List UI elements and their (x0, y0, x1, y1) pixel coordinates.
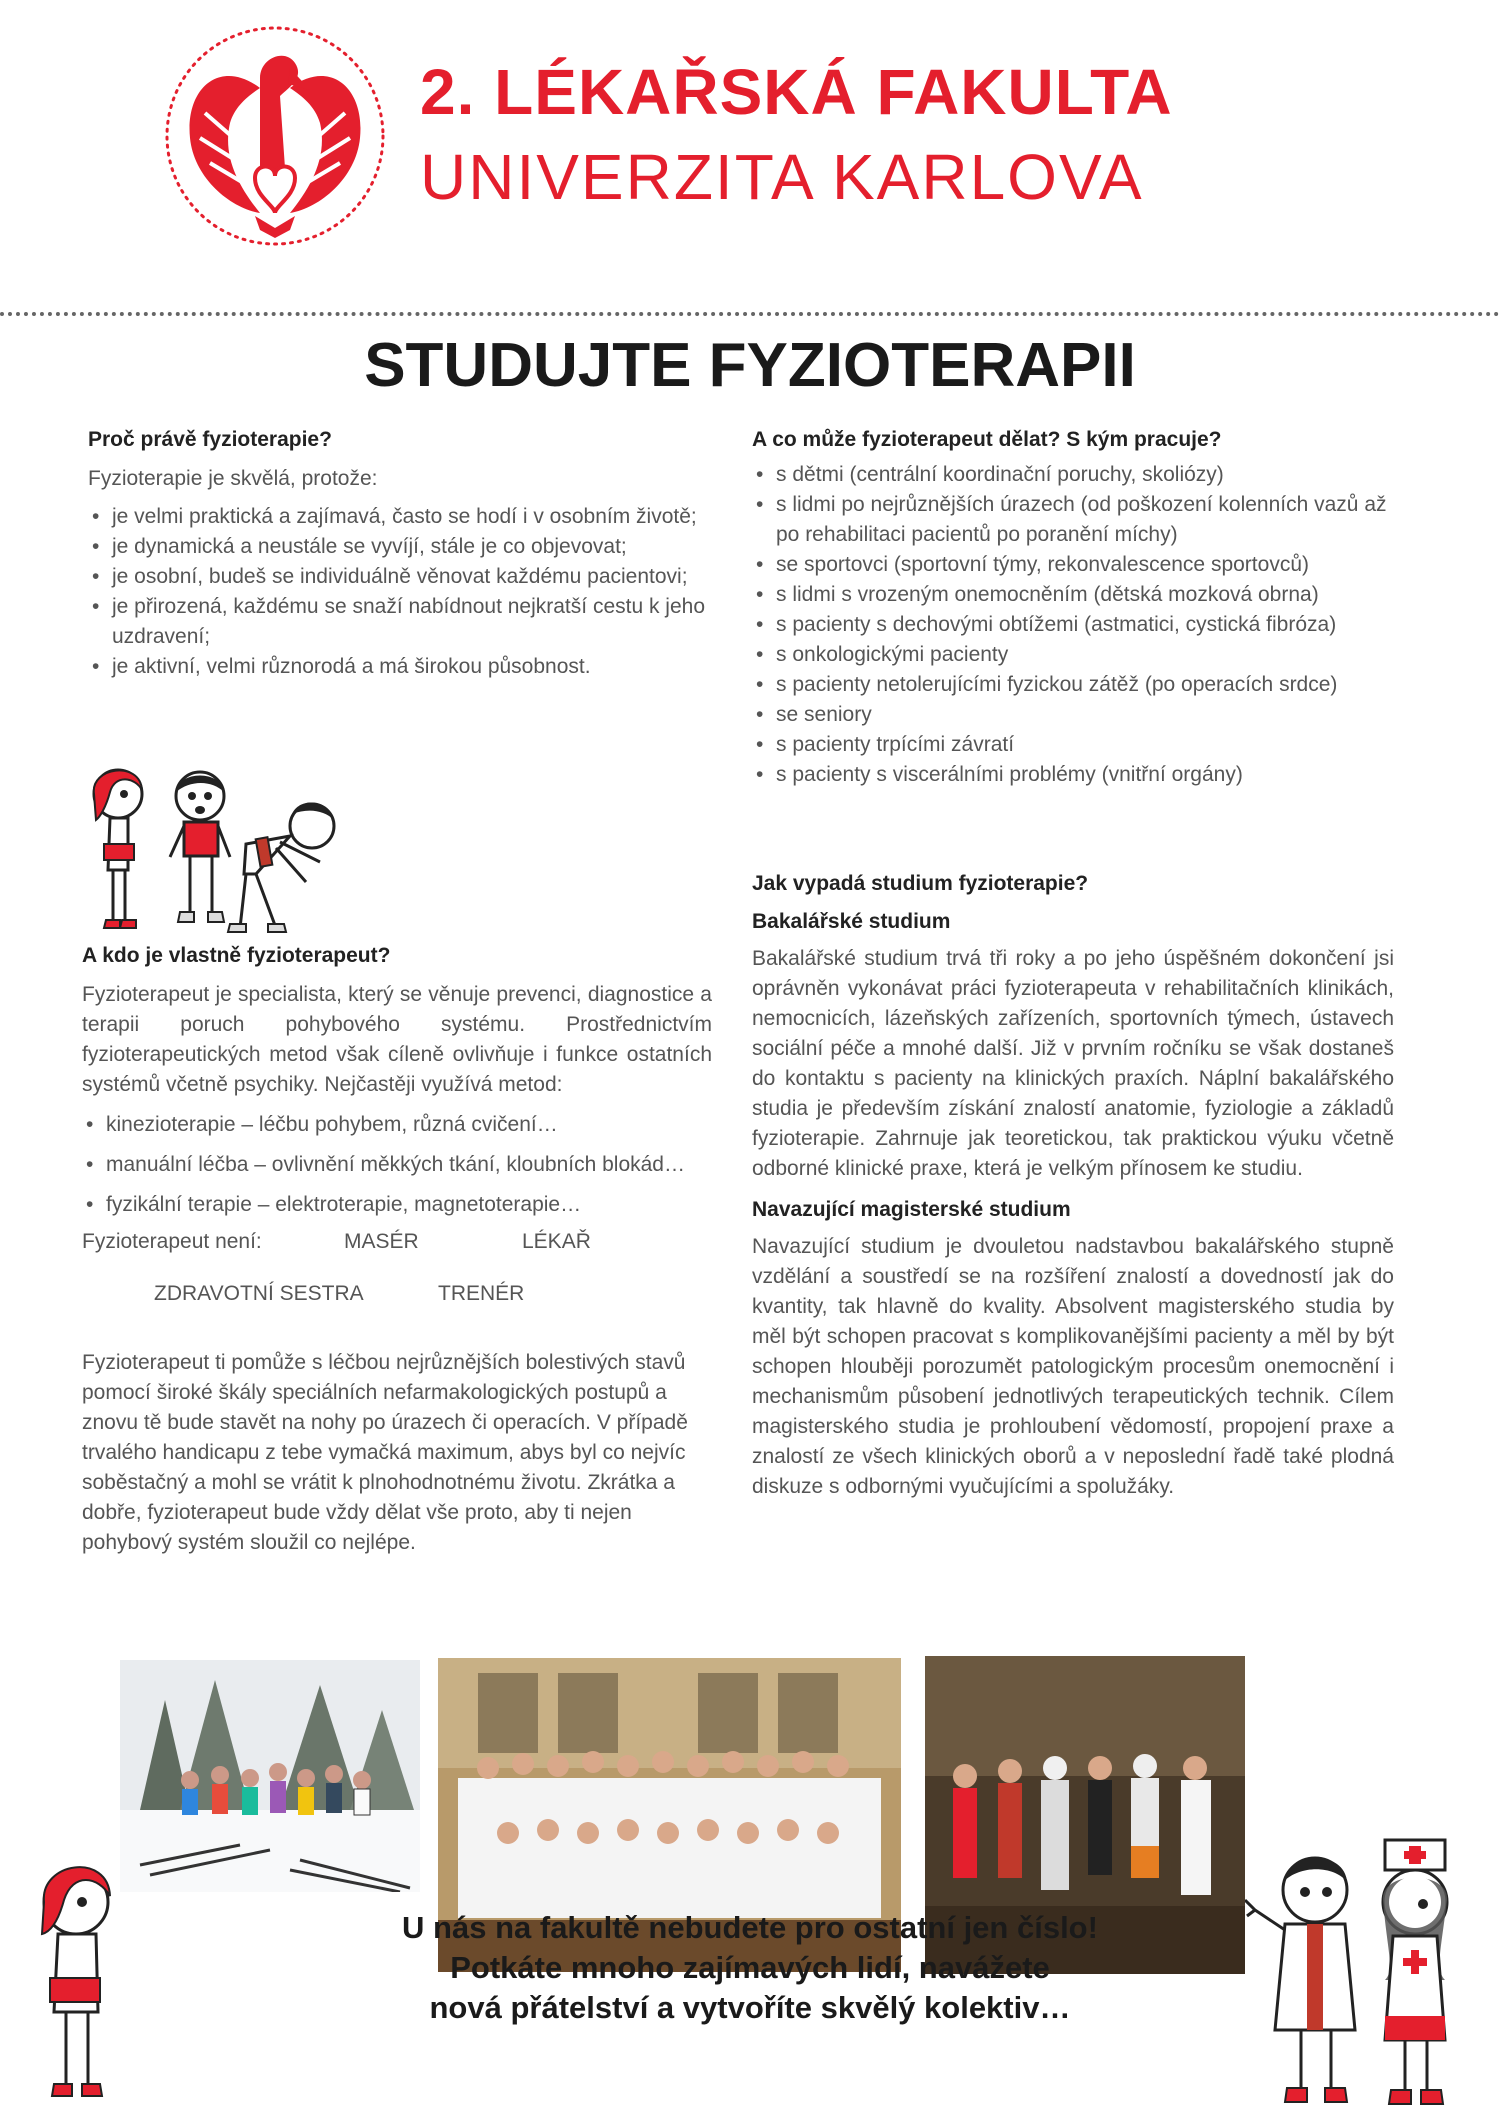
dotted-divider (0, 312, 1500, 316)
cartoon-doctor-nurse-icon (1245, 1820, 1485, 2115)
list-item: • je velmi praktická a zajímavá, často se hodí i v osobním životě; (88, 502, 708, 532)
not-item: TRENÉR (438, 1282, 525, 1305)
study-section (752, 872, 1394, 1502)
list-item: • fyzikální terapie – elektroterapie, magnetoterapie… (82, 1190, 712, 1220)
not-item: LÉKAŘ (522, 1230, 591, 1253)
list-item: • s lidmi s vrozeným onemocněním (dětská mozková obrna) (752, 580, 1412, 610)
list-item: • je přirozená, každému se snaží nabídnout nejkratší cestu k jeho uzdravení; (88, 592, 708, 652)
why-section (88, 428, 708, 682)
what-heading: A co může fyzioterapeut dělat? S kým pracuje? (752, 428, 1222, 451)
list-item: • s pacienty netolerujícími fyzickou zátěž (po operacích srdce) (752, 670, 1412, 700)
not-label: Fyzioterapeut není: (82, 1230, 262, 1253)
list-item: • kinezioterapie – léčbu pohybem, různá cvičení… (82, 1110, 712, 1140)
list-item: • s pacienty trpícími závratí (752, 730, 1412, 760)
not-row (82, 1282, 712, 1312)
not-row (82, 1230, 712, 1260)
list-item: • s pacienty s viscerálními problémy (vnitřní orgány) (752, 760, 1412, 790)
slogan (330, 1908, 1170, 2028)
faculty-logo-icon (160, 18, 390, 258)
list-item: • s onkologickými pacienty (752, 640, 1412, 670)
page-title: STUDUJTE FYZIOTERAPII (364, 331, 1136, 400)
slogan-line: U nás na fakultě nebudete pro ostatní jen číslo! (402, 1910, 1098, 1945)
master-heading: Navazující magisterské studium (752, 1198, 1071, 1221)
slogan-line: Potkáte mnoho zajímavých lidí, navážete (450, 1950, 1050, 1985)
why-heading: Proč právě fyzioterapie? (88, 428, 332, 451)
not-item: ZDRAVOTNÍ SESTRA (154, 1282, 364, 1305)
slogan-line: nová přátelství a vytvoříte skvělý kolektiv… (429, 1990, 1071, 2025)
why-list (88, 502, 708, 682)
faculty-name: 2. LÉKAŘSKÁ FAKULTA (420, 56, 1173, 128)
who-heading: A kdo je vlastně fyzioterapeut? (82, 944, 391, 967)
what-section (752, 428, 1412, 790)
study-heading: Jak vypadá studium fyzioterapie? (752, 872, 1089, 895)
bachelor-heading: Bakalářské studium (752, 910, 951, 933)
who-section (82, 944, 712, 1558)
who-paragraph-2: Fyzioterapeut ti pomůže s léčbou nejrůznějších bolestivých stavů pomocí široké škály speciálních nefarmakologických postupů a znovu tě bude stavět na nohy po úrazech či operacích. V případě trvalého handicapu z tebe vymačká maximum, abys byl co nejvíc soběstačný a mohl se vrátit k plnohodnotnému životu. Zkrátka a dobře, fyzioterapeut bude vždy dělat vše proto, aby ti nejen pohybový systém sloužil co nejlépe. (82, 1351, 688, 1554)
cartoon-figures-icon (80, 762, 380, 934)
master-text: Navazující studium je dvouletou nadstavbou bakalářského stupně vzdělání a soustředí se na rozšíření znalostí a dovedností jak do kvantity, tak hlavně do kvality. Absolvent magisterského studia by měl být schopen pracovat s komplikovanějšími pacienty a měl by být schopen hlouběji porozumět patologickým procesům onemocnění i mechanismům působení jednotlivých terapeutických technik. Cílem magisterského studia je prohloubení vědomostí, propojení praxe a znalostí ze všech klinických oborů a v neposlední řadě také plodná diskuze s odbornými vyučujícími a spolužáky. (752, 1235, 1394, 1498)
list-item: • je dynamická a neustále se vyvíjí, stále je co objevovat; (88, 532, 708, 562)
list-item: • manuální léčba – ovlivnění měkkých tkání, kloubních blokád… (82, 1150, 712, 1180)
methods-list (82, 1110, 712, 1220)
what-list (752, 460, 1412, 790)
why-intro: Fyzioterapie je skvělá, protože: (88, 467, 378, 490)
list-item: • s lidmi po nejrůznějších úrazech (od poškození kolenních vazů až po rehabilitaci pacientů po poranění míchy) (752, 490, 1412, 550)
list-item: • s dětmi (centrální koordinační poruchy, skoliózy) (752, 460, 1412, 490)
list-item: • je aktivní, velmi různorodá a má širokou působnost. (88, 652, 708, 682)
list-item: • se seniory (752, 700, 1412, 730)
university-name: UNIVERZITA KARLOVA (420, 141, 1144, 213)
who-paragraph: Fyzioterapeut je specialista, který se věnuje prevenci, diagnostice a terapii poruch pohybového systému. Prostřednictvím fyzioterapeutických metod však cíleně ovlivňuje i funkce ostatních systémů včetně psychiky. Nejčastěji využívá metod: (82, 983, 712, 1096)
list-item: • se sportovci (sportovní týmy, rekonvalescence sportovců) (752, 550, 1412, 580)
cartoon-girl-icon (18, 1852, 138, 2102)
bachelor-text: Bakalářské studium trvá tři roky a po jeho úspěšném dokončení jsi oprávněn vykonávat práci fyzioterapeuta v rehabilitačních klinikách, nemocnicích, lázeňských zařízeních, sportovních týmech, ústavech sociální péče a mnohé další. Již v prvním ročníku se však dostaneš do kontaktu s pacienty na klinických praxích. Náplní bakalářského studia je především získání znalostí anatomie, fyziologie a základů fyzioterapie. Zahrnuje jak teoretickou, tak praktickou výuku včetně odborné klinické praxe, která je velkým přínosem ke studiu. (752, 947, 1394, 1180)
list-item: • je osobní, budeš se individuálně věnovat každému pacientovi; (88, 562, 708, 592)
list-item: • s pacienty s dechovými obtížemi (astmatici, cystická fibróza) (752, 610, 1412, 640)
photo-ski-trip (120, 1660, 420, 1892)
not-item: MASÉR (344, 1230, 419, 1253)
